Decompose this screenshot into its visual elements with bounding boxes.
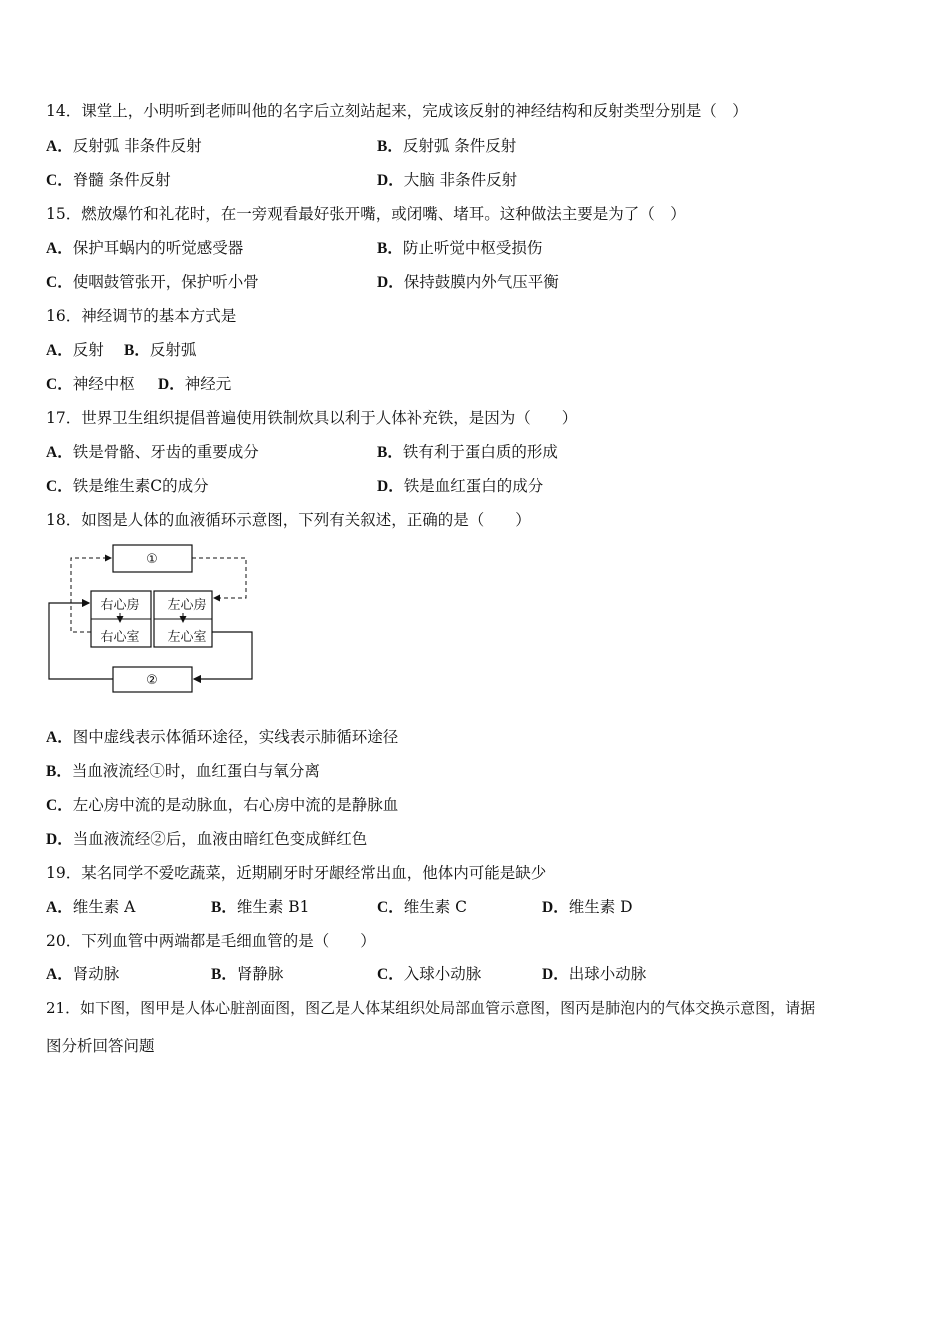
option-text: 神经元 [184,375,232,393]
option-label: D． [542,899,569,916]
option-d [542,897,633,918]
option-text: 入球小动脉 [403,965,482,983]
option-label: A． [46,899,73,916]
option-label: B． [377,138,403,155]
question-21-stem-continued: 图分析回答问题 [46,1037,155,1055]
option-a [46,964,119,985]
question-18-stem: 18．如图是人体的血液循环示意图，下列有关叙述，正确的是（ ） [46,511,531,529]
question-20-stem: 20．下列血管中两端都是毛细血管的是（ ） [46,932,376,950]
option-d [542,964,646,985]
blood-circulation-diagram [40,540,270,700]
option-label: C． [46,376,73,393]
option-label: D． [377,172,404,189]
option-text: 保持鼓膜内外气压平衡 [403,273,559,291]
option-label: B． [46,763,72,780]
option-label: A． [46,966,73,983]
option-text: 左心房中流的是动脉血，右心房中流的是静脉血 [72,796,399,814]
option-label: B． [124,342,150,359]
option-text: 大脑 非条件反射 [403,171,518,189]
option-a [46,136,202,157]
option-text: 出球小动脉 [568,965,647,983]
option-text: 铁有利于蛋白质的形成 [402,443,558,461]
option-label: C． [377,966,404,983]
question-21-stem: 21．如下图，图甲是人体心脏剖面图，图乙是人体某组织处局部血管示意图，图丙是肺泡内的气体交换示意图，请据 [46,999,816,1017]
option-label: A． [46,342,73,359]
option-text: 铁是血红蛋白的成分 [403,477,544,495]
dashed-path-to-left-atrium [192,558,246,598]
option-text: 铁是骨骼、牙齿的重要成分 [72,443,259,461]
question-19-stem: 19．某名同学不爱吃蔬菜，近期刷牙时牙龈经常出血，他体内可能是缺少 [46,864,547,882]
box-1-label: ① [146,552,158,567]
option-label: D． [158,376,185,393]
option-text: 维生素 C [403,898,467,916]
option-text: 维生素 A [72,898,136,916]
option-a [46,238,243,259]
option-d [377,476,543,497]
option-c [46,272,259,293]
option-c [377,964,481,985]
option-text: 脊髓 条件反射 [72,171,171,189]
option-c [46,170,171,191]
option-label: C． [46,797,73,814]
option-label: D． [46,831,73,848]
option-d [377,170,517,191]
question-14-stem: 14．课堂上，小明听到老师叫他的名字后立刻站起来，完成该反射的神经结构和反射类型分别是（ ） [46,102,748,120]
option-label: C． [377,899,404,916]
option-b [211,964,283,985]
option-label: B． [211,966,237,983]
option-label: B． [377,240,403,257]
question-15-stem: 15．燃放爆竹和礼花时，在一旁观看最好张开嘴，或闭嘴、堵耳。这种做法主要是为了（ ） [46,205,686,223]
option-text: 反射弧 [149,341,197,359]
option-d [158,374,231,395]
option-label: B． [211,899,237,916]
option-text: 当血液流经②后，血液由暗红色变成鲜红色 [72,830,368,848]
question-17-stem: 17．世界卫生组织提倡普遍使用铁制炊具以利于人体补充铁，是因为（ ） [46,409,578,427]
option-a [46,442,259,463]
option-text: 维生素 B1 [236,898,310,916]
option-b [377,136,516,157]
option-text: 当血液流经①时，血红蛋白与氧分离 [71,762,320,780]
option-c [377,897,467,918]
option-text: 肾静脉 [236,965,284,983]
option-label: A． [46,729,73,746]
right-atrium-label: 右心房 [100,598,140,613]
option-text: 肾动脉 [72,965,120,983]
option-label: D． [377,274,404,291]
option-text: 维生素 D [568,898,633,916]
option-text: 使咽鼓管张开，保护听小骨 [72,273,259,291]
option-label: D． [377,478,404,495]
option-b [377,442,558,463]
option-c [46,374,135,395]
question-16-stem: 16．神经调节的基本方式是 [46,307,237,325]
option-b [124,340,196,361]
option-label: D． [542,966,569,983]
option-text: 反射弧 非条件反射 [72,137,202,155]
option-a [46,897,135,918]
option-label: A． [46,138,73,155]
option-label: C． [46,478,73,495]
option-label: A． [46,444,73,461]
box-2-label: ② [146,673,158,688]
left-ventricle-label: 左心室 [167,630,207,645]
option-b [46,761,320,782]
left-atrium-label: 左心房 [167,598,207,613]
option-text: 防止听觉中枢受损伤 [402,239,543,257]
option-text: 铁是维生素C的成分 [72,477,209,495]
option-b [377,238,542,259]
option-b [211,897,310,918]
option-label: A． [46,240,73,257]
option-d [46,829,367,850]
option-label: C． [46,274,73,291]
option-c [46,795,398,816]
option-a [46,340,104,361]
option-a [46,727,398,748]
option-text: 保护耳蜗内的听觉感受器 [72,239,244,257]
option-text: 反射 [72,341,104,359]
option-text: 反射弧 条件反射 [402,137,517,155]
option-c [46,476,209,497]
option-text: 神经中枢 [72,375,135,393]
right-ventricle-label: 右心室 [100,630,140,645]
option-text: 图中虚线表示体循环途径，实线表示肺循环途径 [72,728,399,746]
option-d [377,272,559,293]
option-label: C． [46,172,73,189]
option-label: B． [377,444,403,461]
